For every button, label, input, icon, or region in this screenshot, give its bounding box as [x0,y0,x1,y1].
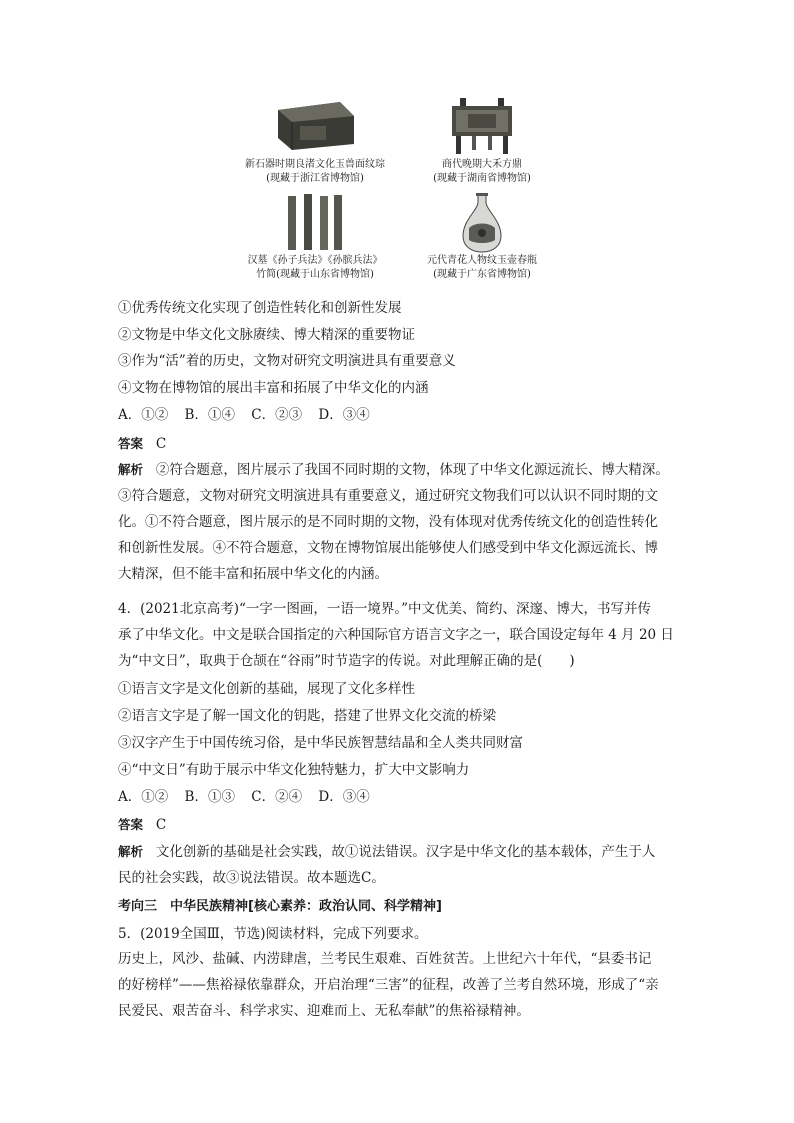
figure-caption-line2: (现藏于湖南省博物馆) [433,173,531,184]
figure-caption-line1: 汉墓《孙子兵法》《孙膑兵法》 [247,255,383,266]
q4-stem [118,596,680,674]
answer-value: C [155,436,167,452]
answer-label: 答案 [118,817,144,832]
answer-label: 答案 [118,436,144,451]
figure-caption-line1: 新石器时期良渚文化玉兽面纹琮 [245,159,385,170]
q4-analysis [118,839,680,891]
q3-item-4: ④文物在博物馆的展出丰富和拓展了中华文化的内涵 [118,380,429,396]
q4-answer [118,815,166,835]
analysis-line: 和创新性发展。④不符合题意，文物在博物馆展出能够使人们感受到中华文化源远流长、博 [118,540,658,556]
q5-material-line: 民爱民、艰苦奋斗、科学求实、迎难而上、无私奉献”的焦裕禄精神。 [118,1003,530,1019]
analysis-line: 化。①不符合题意，图片展示的是不同时期的文物，没有体现对优秀传统文化的创造性转化 [118,514,658,530]
porcelain-vase-icon [457,192,507,254]
q3-answer [118,434,166,454]
q5-material [118,946,680,1024]
q4-option-c: C．②④ [251,789,303,805]
q3-item-1: ①优秀传统文化实现了创造性转化和创新性发展 [118,300,402,316]
q3-option-c: C．②③ [251,407,303,423]
q4-stem-line: 承了中华文化。中文是联合国指定的六种国际官方语言文字之一，联合国设定每年 4 月 20 日 [118,627,674,643]
figure-caption-line1: 商代晚期大禾方鼎 [442,159,522,170]
jade-cong-icon [270,96,360,154]
analysis-label: 解析 [118,844,144,859]
q3-option-b: B．①④ [184,407,235,423]
q4-item-3: ③汉字产生于中国传统习俗，是中华民族智慧结晶和全人类共同财富 [118,735,523,751]
figure-porcelain-vase [382,192,582,282]
q5-stem: 5．(2019全国Ⅲ，节选)阅读材料，完成下列要求。 [118,926,428,942]
q3-option-d: D．③④ [318,407,370,423]
figure-caption-line2: (现藏于浙江省博物馆) [266,173,364,184]
figure-bronze-ding [382,96,582,186]
section-heading: 考向三 中华民族精神[核心素养：政治认同、科学精神] [118,899,442,914]
q3-option-a: A．①② [118,407,169,423]
q4-options [118,787,382,807]
bronze-ding-icon [442,96,522,156]
q4-option-b: B．①③ [184,789,235,805]
analysis-line: ②符合题意，图片展示了我国不同时期的文物，体现了中华文化源远流长、博大精深。 [155,462,669,478]
q4-option-a: A．①② [118,789,169,805]
analysis-label: 解析 [118,462,144,477]
bamboo-slips-icon [280,192,350,252]
analysis-line: 民的社会实践，故③说法错误。故本题选C。 [118,870,385,886]
q3-analysis [118,457,680,587]
q3-options [118,405,382,425]
answer-value: C [155,817,167,833]
q4-item-4: ④“中文日”有助于展示中华文化独特魅力，扩大中文影响力 [118,762,470,778]
q3-item-3: ③作为“活”着的历史，文物对研究文明演进具有重要意义 [118,353,456,369]
figure-caption-line2: 竹简(现藏于山东省博物馆) [256,269,374,280]
q4-option-d: D．③④ [318,789,370,805]
analysis-line: 文化创新的基础是社会实践，故①说法错误。汉字是中华文化的基本载体，产生于人 [155,844,656,860]
q5-material-line: 的好榜样”——焦裕禄依靠群众，开启治理“三害”的征程，改善了兰考自然环境，形成了“亲 [118,977,659,993]
analysis-line: 大精深，但不能丰富和拓展中华文化的内涵。 [118,566,388,582]
figure-caption-line2: (现藏于广东省博物馆) [433,269,531,280]
analysis-line: ③符合题意，文物对研究文明演进具有重要意义，通过研究文物我们可以认识不同时期的文 [118,488,658,504]
figure-caption-line1: 元代青花人物纹玉壶春瓶 [427,255,537,266]
q5-material-line: 历史上，风沙、盐碱、内涝肆虐，兰考民生艰难、百姓贫苦。上世纪六十年代，“县委书记 [118,951,652,967]
q4-item-1: ①语言文字是文化创新的基础，展现了文化多样性 [118,681,415,697]
q4-stem-line: 4．(2021北京高考)“一字一图画，一语一境界。”中文优美、简约、深邃、博大，书写并传 [118,601,652,617]
q4-item-2: ②语言文字是了解一国文化的钥匙，搭建了世界文化交流的桥梁 [118,708,496,724]
q3-item-2: ②文物是中华文化文脉赓续、博大精深的重要物证 [118,327,415,343]
q4-stem-line: 为“中文日”，取典于仓颉在“谷雨”时节造字的传说。对此理解正确的是( ) [118,653,575,669]
